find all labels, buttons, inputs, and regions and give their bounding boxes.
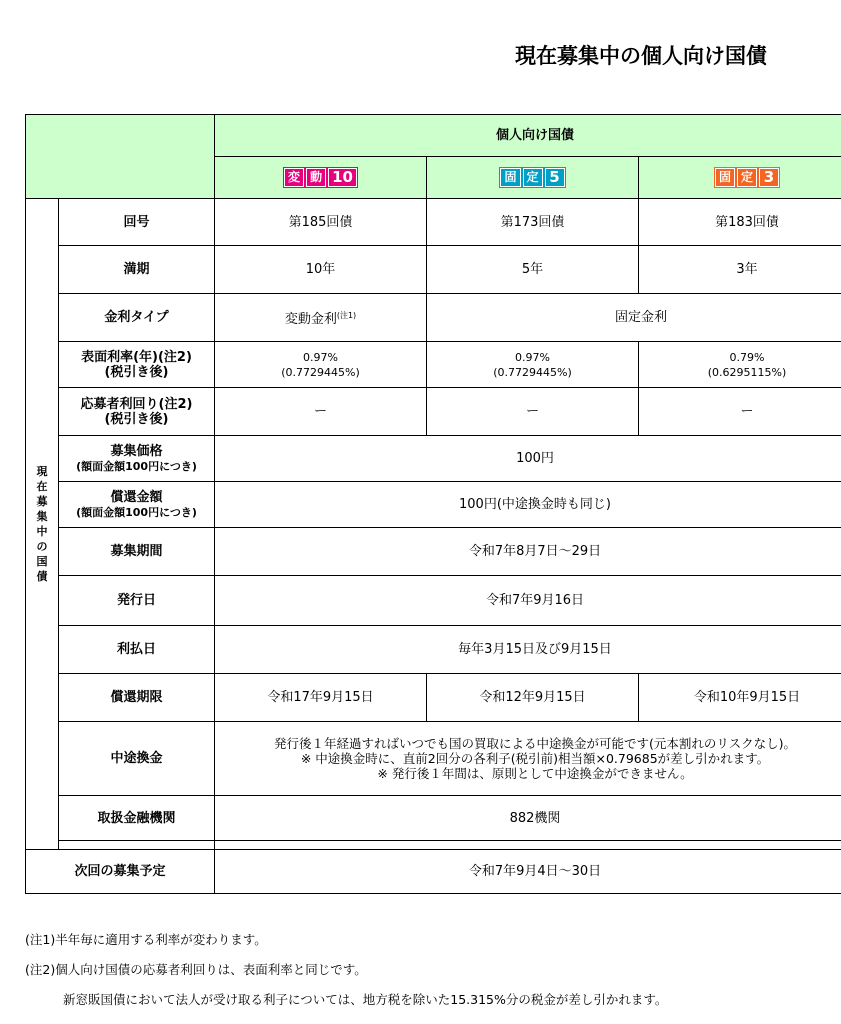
label-line: 募集価格	[110, 443, 163, 459]
cell	[215, 342, 427, 388]
rate-after-tax: (0.6295115%)	[707, 365, 787, 379]
badge-num: 3	[759, 168, 779, 187]
label-line: (税引き後)	[104, 364, 169, 380]
badge-char: 固	[715, 168, 735, 187]
cell-early	[215, 722, 841, 796]
label-interest-date: 利払日	[59, 626, 215, 674]
cell: 100円(中途換金時も同じ)	[215, 482, 841, 528]
badge-hendo10	[284, 168, 357, 187]
row-spacer	[26, 841, 841, 850]
label-coupon	[59, 342, 215, 388]
badge-kotei5	[500, 168, 564, 187]
header-row-group	[26, 115, 841, 157]
cell: 令和7年9月4日～30日	[215, 850, 841, 894]
label-line: 応募者利回り(注2)	[80, 396, 193, 412]
label-early: 中途換金	[59, 722, 215, 796]
product-fixed-5	[427, 157, 639, 199]
cell: 882機関	[215, 796, 841, 841]
header-corner	[26, 115, 215, 199]
row-coupon	[26, 342, 841, 388]
label-institutions: 取扱金融機関	[59, 796, 215, 841]
row-maturity	[26, 246, 841, 294]
product-floating-10	[215, 157, 427, 199]
cell	[639, 342, 841, 388]
row-next	[26, 850, 841, 894]
spacer	[215, 841, 841, 850]
cell-floating	[215, 294, 427, 342]
rate: 0.79%	[729, 350, 765, 364]
row-issue-date	[26, 576, 841, 626]
cell: 5年	[427, 246, 639, 294]
rate: 0.97%	[515, 350, 550, 364]
cell: ー	[427, 388, 639, 436]
early-line: ※ 発行後１年間は、原則として中途換金ができません。	[377, 766, 693, 781]
early-line: 発行後１年経過すればいつでも国の買取による中途換金が可能です(元本割れのリスクなし)。	[273, 736, 796, 751]
side-char: の	[36, 540, 48, 553]
label-issue-date: 発行日	[59, 576, 215, 626]
row-price	[26, 436, 841, 482]
page-title: 現在募集中の個人向け国債	[515, 44, 767, 68]
side-char: 中	[36, 525, 48, 538]
label-line: 表面利率(年)(注2)	[81, 349, 192, 365]
cell: 第183回債	[639, 199, 841, 246]
cell: ー	[215, 388, 427, 436]
side-label	[26, 199, 59, 850]
label-line: 償還金額	[110, 489, 163, 505]
row-period	[26, 528, 841, 576]
row-yield	[26, 388, 841, 436]
side-char: 在	[36, 480, 48, 493]
label-redemption-date: 償還期限	[59, 674, 215, 722]
text: 変動金利	[284, 312, 337, 327]
cell: 毎年3月15日及び9月15日	[215, 626, 841, 674]
rate: 0.97%	[303, 350, 338, 364]
label-line: (額面金額100円につき)	[76, 505, 197, 519]
cell: 令和12年9月15日	[427, 674, 639, 722]
cell: 令和17年9月15日	[215, 674, 427, 722]
note-3: 新窓販国債において法人が受け取る利子については、地方税を除いた15.315%分の税金が差し引かれます。	[63, 992, 668, 1007]
row-institutions	[26, 796, 841, 841]
badge-char: 変	[284, 168, 304, 187]
rate-after-tax: (0.7729445%)	[493, 365, 572, 379]
footnote-ref: (注1)	[336, 311, 357, 320]
early-line: ※ 中途換金時に、直前2回分の各利子(税引前)相当額×0.79685が差し引かれます。	[300, 751, 770, 766]
badge-char: 定	[737, 168, 757, 187]
cell: 令和7年8月7日～29日	[215, 528, 841, 576]
side-char: 募	[36, 495, 48, 508]
cell	[427, 342, 639, 388]
cell: ー	[639, 388, 841, 436]
label-period: 募集期間	[59, 528, 215, 576]
row-early-redemption	[26, 722, 841, 796]
note-1: (注1)半年毎に適用する利率が変わります。	[25, 932, 267, 947]
rate-after-tax: (0.7729445%)	[281, 365, 360, 379]
row-rate-type	[26, 294, 841, 342]
cell: 100円	[215, 436, 841, 482]
badge-char: 固	[500, 168, 520, 187]
label-redemption	[59, 482, 215, 528]
header-group-title: 個人向け国債	[215, 115, 841, 157]
badge-kotei3	[715, 168, 779, 187]
badge-char: 定	[523, 168, 543, 187]
label-line: (額面金額100円につき)	[76, 459, 197, 473]
label-rate-type: 金利タイプ	[59, 294, 215, 342]
badge-num: 10	[328, 168, 357, 187]
side-char: 債	[36, 570, 48, 583]
row-redemption	[26, 482, 841, 528]
side-char: 集	[36, 510, 48, 523]
cell: 令和10年9月15日	[639, 674, 841, 722]
product-fixed-3	[639, 157, 841, 199]
side-char: 国	[36, 555, 48, 568]
cell-fixed: 固定金利	[427, 294, 841, 342]
label-yield	[59, 388, 215, 436]
row-redemption-date	[26, 674, 841, 722]
row-issue-no	[26, 199, 841, 246]
cell: 3年	[639, 246, 841, 294]
badge-char: 動	[306, 168, 326, 187]
cell: 令和7年9月16日	[215, 576, 841, 626]
badge-num: 5	[545, 168, 565, 187]
cell: 第185回債	[215, 199, 427, 246]
side-char: 現	[36, 465, 48, 478]
note-2: (注2)個人向け国債の応募者利回りは、表面利率と同じです。	[25, 962, 367, 977]
label-next: 次回の募集予定	[26, 850, 215, 894]
row-interest-date	[26, 626, 841, 674]
bond-table	[25, 114, 841, 894]
label-issue-no: 回号	[59, 199, 215, 246]
label-line: (税引き後)	[104, 411, 169, 427]
label-price	[59, 436, 215, 482]
cell: 10年	[215, 246, 427, 294]
label-maturity: 満期	[59, 246, 215, 294]
spacer	[59, 841, 215, 850]
cell: 第173回債	[427, 199, 639, 246]
